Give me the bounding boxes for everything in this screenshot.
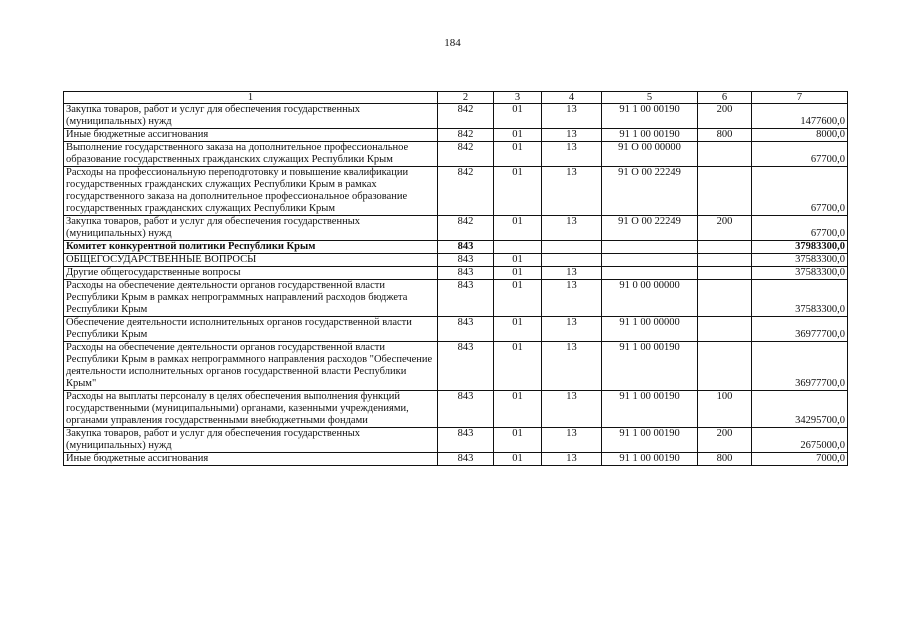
expense-type-code: 200 [698, 216, 752, 241]
amount-value: 7000,0 [752, 453, 848, 466]
amount-value: 67700,0 [752, 167, 848, 216]
amount-value: 34295700,0 [752, 391, 848, 428]
amount-value: 36977700,0 [752, 317, 848, 342]
table-row [64, 167, 848, 216]
section-code: 01 [494, 216, 542, 241]
row-description: Расходы на профессиональную переподготовку и повышение квалификации государственных гражданских служащих Республики Крым в рамках государственного заказа на дополнительное профессиональное образование государственных гражданских служащих Республики Крым [64, 167, 438, 216]
subsection-code [542, 241, 602, 254]
target-article-code: 91 0 00 00000 [602, 280, 698, 317]
target-article-code: 91 О 00 00000 [602, 142, 698, 167]
ministry-code: 843 [438, 254, 494, 267]
subsection-code: 13 [542, 216, 602, 241]
section-code: 01 [494, 317, 542, 342]
column-header: 1 [64, 92, 438, 104]
subsection-code: 13 [542, 267, 602, 280]
table-row [64, 142, 848, 167]
ministry-code: 843 [438, 317, 494, 342]
section-code: 01 [494, 267, 542, 280]
ministry-code: 843 [438, 342, 494, 391]
ministry-code: 843 [438, 280, 494, 317]
ministry-code: 842 [438, 142, 494, 167]
table-row [64, 342, 848, 391]
amount-value: 1477600,0 [752, 104, 848, 129]
expense-type-code [698, 254, 752, 267]
target-article-code: 91 1 00 00190 [602, 104, 698, 129]
expense-type-code [698, 267, 752, 280]
subsection-code: 13 [542, 104, 602, 129]
table-row [64, 267, 848, 280]
subsection-code: 13 [542, 428, 602, 453]
target-article-code: 91 1 00 00190 [602, 391, 698, 428]
column-header: 7 [752, 92, 848, 104]
ministry-code: 842 [438, 216, 494, 241]
amount-value: 2675000,0 [752, 428, 848, 453]
row-description: Другие общегосударственные вопросы [64, 267, 438, 280]
target-article-code: 91 1 00 00190 [602, 342, 698, 391]
table-row [64, 280, 848, 317]
ministry-code: 843 [438, 241, 494, 254]
row-description: Расходы на выплаты персоналу в целях обеспечения выполнения функций государственными (муниципальными) органами, казенными учреждениями, органами управления государственными внебюджетными фондами [64, 391, 438, 428]
page-number: 184 [444, 37, 461, 49]
subsection-code: 13 [542, 453, 602, 466]
budget-table [63, 91, 848, 466]
row-description: Комитет конкурентной политики Республики Крым [64, 241, 438, 254]
column-header: 3 [494, 92, 542, 104]
target-article-code: 91 1 00 00190 [602, 453, 698, 466]
row-description: Закупка товаров, работ и услуг для обеспечения государственных (муниципальных) нужд [64, 104, 438, 129]
section-code [494, 241, 542, 254]
subsection-code: 13 [542, 342, 602, 391]
row-description: Расходы на обеспечение деятельности органов государственной власти Республики Крым в рамках непрограммного направления расходов "Обеспечение деятельности исполнительных органов государственной власти Республики Крым" [64, 342, 438, 391]
target-article-code [602, 241, 698, 254]
ministry-code: 843 [438, 267, 494, 280]
table-row [64, 216, 848, 241]
expense-type-code [698, 317, 752, 342]
subsection-code [542, 254, 602, 267]
subsection-code: 13 [542, 129, 602, 142]
target-article-code: 91 О 00 22249 [602, 167, 698, 216]
amount-value: 37583300,0 [752, 254, 848, 267]
target-article-code: 91 1 00 00190 [602, 129, 698, 142]
expense-type-code [698, 241, 752, 254]
section-code: 01 [494, 453, 542, 466]
ministry-code: 843 [438, 391, 494, 428]
table-header-row [64, 92, 848, 104]
row-description: Обеспечение деятельности исполнительных органов государственной власти Республики Крым [64, 317, 438, 342]
ministry-code: 842 [438, 129, 494, 142]
row-description: Закупка товаров, работ и услуг для обеспечения государственных (муниципальных) нужд [64, 216, 438, 241]
ministry-code: 842 [438, 104, 494, 129]
expense-type-code: 200 [698, 428, 752, 453]
expense-type-code: 200 [698, 104, 752, 129]
row-description: Иные бюджетные ассигнования [64, 129, 438, 142]
expense-type-code: 100 [698, 391, 752, 428]
table-row [64, 241, 848, 254]
target-article-code: 91 1 00 00000 [602, 317, 698, 342]
section-code: 01 [494, 342, 542, 391]
amount-value: 36977700,0 [752, 342, 848, 391]
target-article-code: 91 1 00 00190 [602, 428, 698, 453]
row-description: ОБЩЕГОСУДАРСТВЕННЫЕ ВОПРОСЫ [64, 254, 438, 267]
table-row [64, 104, 848, 129]
column-header: 4 [542, 92, 602, 104]
expense-type-code [698, 167, 752, 216]
subsection-code: 13 [542, 280, 602, 317]
section-code: 01 [494, 428, 542, 453]
table-row [64, 453, 848, 466]
section-code: 01 [494, 129, 542, 142]
section-code: 01 [494, 391, 542, 428]
subsection-code: 13 [542, 167, 602, 216]
table-row [64, 428, 848, 453]
table-row [64, 317, 848, 342]
row-description: Расходы на обеспечение деятельности органов государственной власти Республики Крым в рамках непрограммных направлений расходов бюджета Республики Крым [64, 280, 438, 317]
section-code: 01 [494, 280, 542, 317]
expense-type-code [698, 142, 752, 167]
expense-type-code [698, 342, 752, 391]
ministry-code: 843 [438, 453, 494, 466]
amount-value: 67700,0 [752, 142, 848, 167]
row-description: Иные бюджетные ассигнования [64, 453, 438, 466]
subsection-code: 13 [542, 142, 602, 167]
ministry-code: 842 [438, 167, 494, 216]
row-description: Закупка товаров, работ и услуг для обеспечения государственных (муниципальных) нужд [64, 428, 438, 453]
target-article-code: 91 О 00 22249 [602, 216, 698, 241]
row-description: Выполнение государственного заказа на дополнительное профессиональное образование государственных гражданских служащих Республики Крым [64, 142, 438, 167]
expense-type-code: 800 [698, 453, 752, 466]
amount-value: 37983300,0 [752, 241, 848, 254]
section-code: 01 [494, 254, 542, 267]
table-row [64, 391, 848, 428]
ministry-code: 843 [438, 428, 494, 453]
amount-value: 37583300,0 [752, 280, 848, 317]
subsection-code: 13 [542, 391, 602, 428]
target-article-code [602, 254, 698, 267]
expense-type-code [698, 280, 752, 317]
subsection-code: 13 [542, 317, 602, 342]
table-row [64, 129, 848, 142]
amount-value: 67700,0 [752, 216, 848, 241]
table-row [64, 254, 848, 267]
expense-type-code: 800 [698, 129, 752, 142]
column-header: 2 [438, 92, 494, 104]
column-header: 6 [698, 92, 752, 104]
column-header: 5 [602, 92, 698, 104]
target-article-code [602, 267, 698, 280]
amount-value: 37583300,0 [752, 267, 848, 280]
section-code: 01 [494, 142, 542, 167]
section-code: 01 [494, 104, 542, 129]
amount-value: 8000,0 [752, 129, 848, 142]
section-code: 01 [494, 167, 542, 216]
